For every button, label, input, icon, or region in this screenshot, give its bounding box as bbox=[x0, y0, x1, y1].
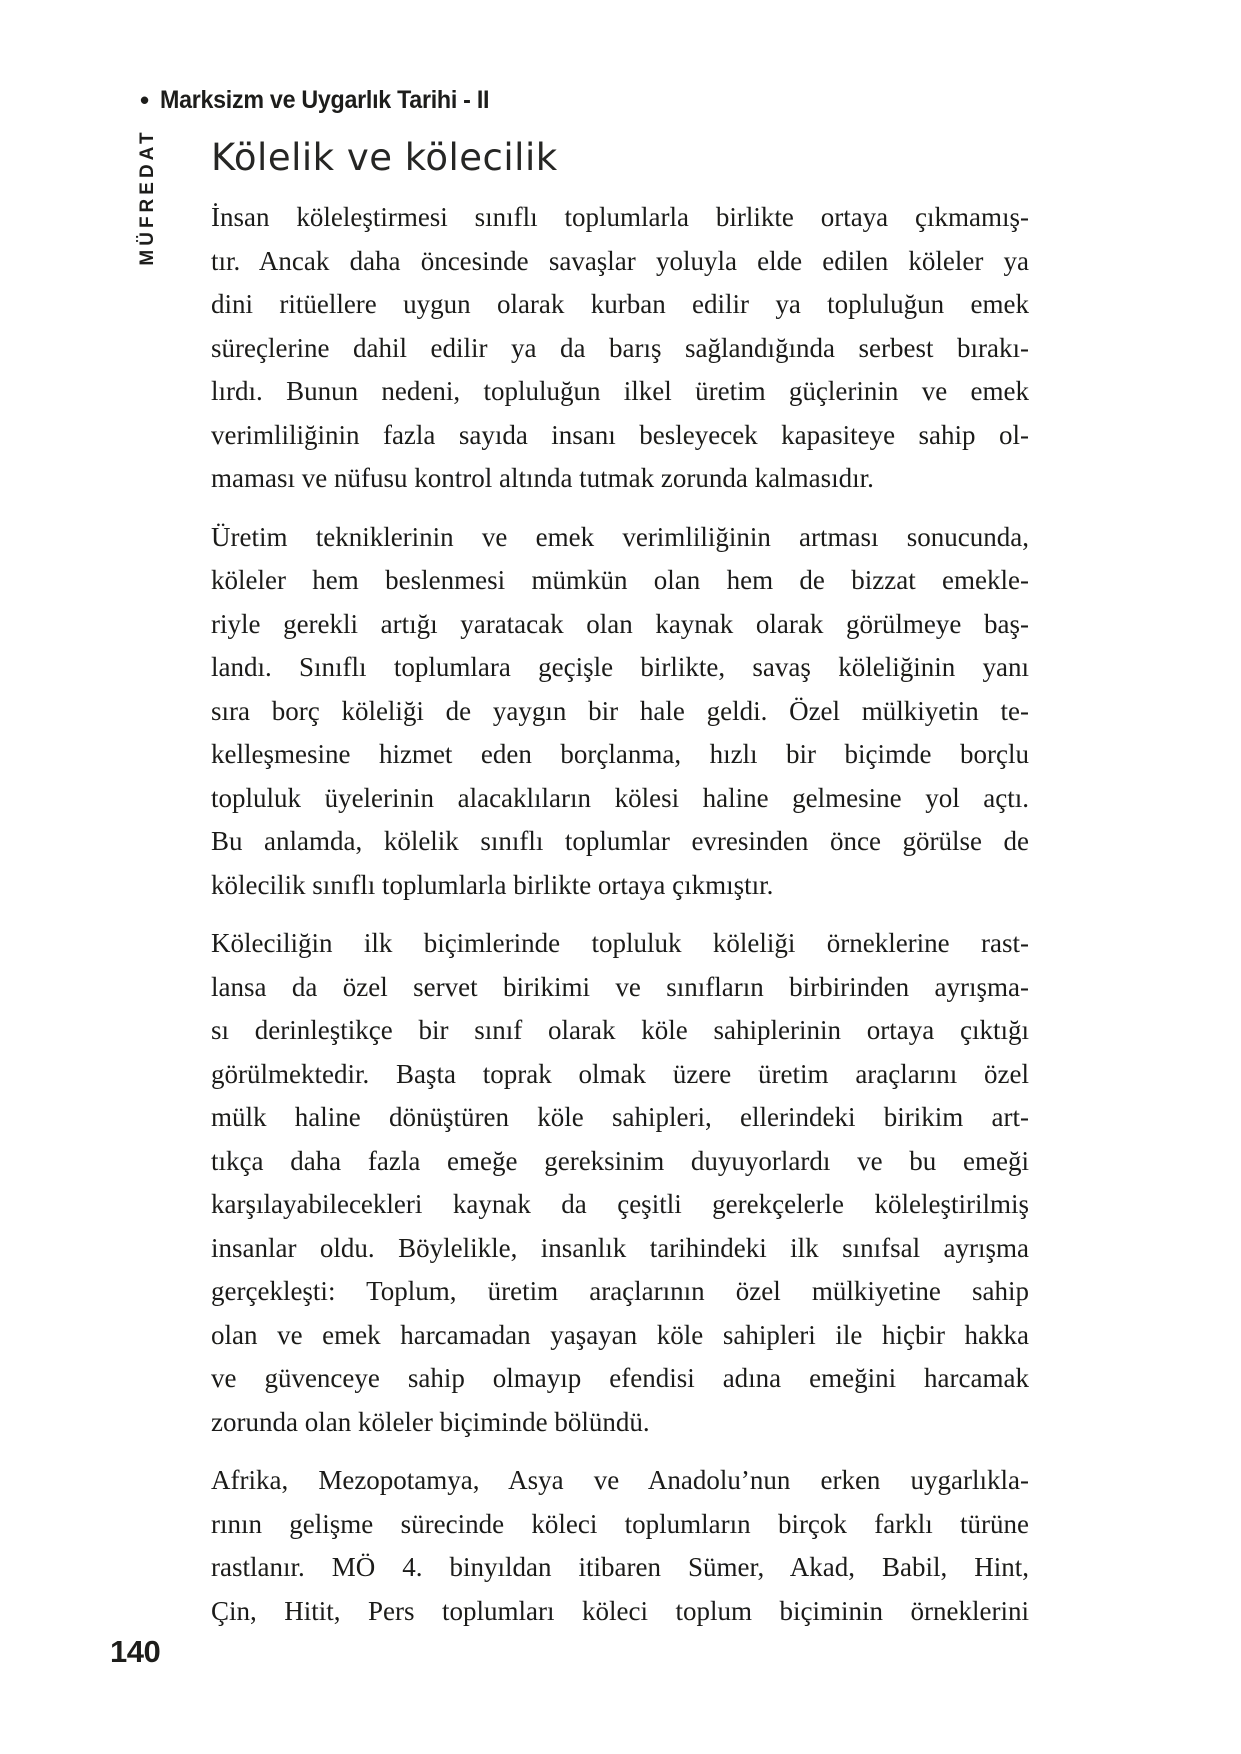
body-line: olan ve emek harcamadan yaşayan köle sahipleri ile hiçbir hakka bbox=[211, 1319, 1029, 1350]
body-line: gerçekleşti: Toplum, üretim araçlarının özel mülkiyetine sahip bbox=[211, 1276, 1029, 1306]
page-number: 140 bbox=[110, 1634, 161, 1669]
paragraph bbox=[211, 516, 1029, 908]
body-line: süreçlerine dahil edilir ya da barış sağlandığında serbest bırakı- bbox=[211, 332, 1029, 363]
body-line: maması ve nüfusu kontrol altında tutmak zorunda kalmasıdır. bbox=[211, 463, 874, 493]
paragraph bbox=[211, 1459, 1029, 1633]
body-line: sı derinleştikçe bir sınıf olarak köle sahiplerinin ortaya çıktığı bbox=[211, 1015, 1029, 1045]
body-line: riyle gerekli artığı yaratacak olan kaynak olarak görülmeye baş- bbox=[211, 608, 1029, 639]
body-line: dini ritüellere uygun olarak kurban edilir ya topluluğun emek bbox=[211, 289, 1029, 319]
body-line: sıra borç köleliği de yaygın bir hale geldi. Özel mülkiyetin te- bbox=[211, 695, 1029, 726]
bullet-icon: • bbox=[140, 84, 150, 115]
section-title: Kölelik ve kölecilik bbox=[211, 136, 558, 179]
body-line: görülmektedir. Başta toprak olmak üzere üretim araçlarını özel bbox=[211, 1058, 1029, 1089]
body-line: verimliliğinin fazla sayıda insanı besleyecek kapasiteye sahip ol- bbox=[211, 419, 1029, 450]
body-line: köleler hem beslenmesi mümkün olan hem de bizzat emekle- bbox=[211, 565, 1029, 595]
body-line: ve güvenceye sahip olmayıp efendisi adına emeğini harcamak bbox=[211, 1363, 1029, 1393]
body-line: Bu anlamda, kölelik sınıflı toplumlar evresinden önce görülse de bbox=[211, 826, 1029, 856]
paragraph bbox=[211, 196, 1029, 501]
body-line: karşılayabilecekleri kaynak da çeşitli gerekçelerle köleleştirilmiş bbox=[211, 1189, 1029, 1219]
body-line: Köleciliğin ilk biçimlerinde topluluk köleliği örneklerine rast- bbox=[211, 928, 1029, 958]
body-line: lırdı. Bunun nedeni, topluluğun ilkel üretim güçlerinin ve emek bbox=[211, 376, 1029, 406]
body-line: kelleşmesine hizmet eden borçlanma, hızlı bir biçimde borçlu bbox=[211, 739, 1029, 769]
body-line: mülk haline dönüştüren köle sahipleri, ellerindeki birikim art- bbox=[211, 1102, 1029, 1132]
body-line: insanlar oldu. Böylelikle, insanlık tarihindeki ilk sınıfsal ayrışma bbox=[211, 1232, 1029, 1263]
body-line: landı. Sınıflı toplumlara geçişle birlikte, savaş köleliğinin yanı bbox=[211, 652, 1029, 682]
margin-label: MÜFREDAT bbox=[137, 128, 158, 266]
body-line: Afrika, Mezopotamya, Asya ve Anadolu’nun erken uygarlıkla- bbox=[211, 1465, 1029, 1495]
body-line: topluluk üyelerinin alacaklıların kölesi haline gelmesine yol açtı. bbox=[211, 782, 1029, 813]
body-line: Üretim tekniklerinin ve emek verimliliğinin artması sonucunda, bbox=[211, 521, 1029, 552]
body-text bbox=[211, 196, 1029, 1633]
body-line: tır. Ancak daha öncesinde savaşlar yoluyla elde edilen köleler ya bbox=[211, 245, 1029, 276]
body-line: rının gelişme sürecinde köleci toplumların birçok farklı türüne bbox=[211, 1508, 1029, 1539]
body-line: kölecilik sınıflı toplumlarla birlikte ortaya çıkmıştır. bbox=[211, 869, 774, 900]
body-line: lansa da özel servet birikimi ve sınıfların birbirinden ayrışma- bbox=[211, 971, 1029, 1002]
book-title: Marksizm ve Uygarlık Tarihi - II bbox=[160, 86, 490, 114]
body-line: zorunda olan köleler biçiminde bölündü. bbox=[211, 1406, 650, 1437]
body-line: tıkça daha fazla emeğe gereksinim duyuyorlardı ve bu emeği bbox=[211, 1145, 1029, 1176]
body-line: Çin, Hitit, Pers toplumları köleci toplum biçiminin örneklerini bbox=[211, 1595, 1029, 1626]
body-line: rastlanır. MÖ 4. binyıldan itibaren Sümer, Akad, Babil, Hint, bbox=[211, 1552, 1029, 1582]
body-line: İnsan köleleştirmesi sınıflı toplumlarla birlikte ortaya çıkmamış- bbox=[211, 202, 1029, 232]
running-head bbox=[140, 86, 514, 115]
paragraph bbox=[211, 922, 1029, 1444]
